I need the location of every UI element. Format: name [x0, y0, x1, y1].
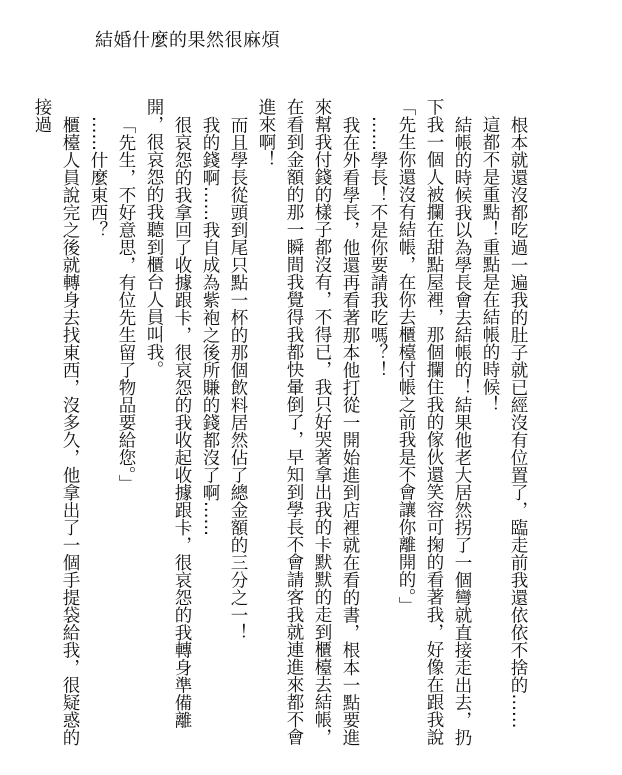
- paragraph: ……學長！不是你要請我吃嗎？！: [368, 115, 388, 378]
- paragraph: 我在外看學長，他還再看著那本他打從一開始進到店裡就在看的書，根本一點要進來幫我付錢的樣子都沒有，不得已，我只好哭著拿出我的卡默默的走到櫃檯去結帳，在看到金額的那一瞬間我覺得我都快暈倒了，早知到學長不會請客我就連進來都不會進來啊！: [256, 98, 360, 746]
- paragraph: 根本就還沒都吃過一遍我的肚子就已經沒有位置了，臨走前我還依依不捨的……: [508, 115, 528, 728]
- paragraph: 這都不是重點！重點是在結帳的時候！: [480, 98, 500, 413]
- paragraph: 很哀怨的我拿回了收據跟卡，很哀怨的我收起收據跟卡，很哀怨的我轉身準備離開，很哀怨的我聽到櫃台人員叫我。: [144, 98, 192, 728]
- paragraph: 我的錢啊……我自成為紫袍之後所賺的錢都沒了啊……: [200, 115, 220, 536]
- paragraph: 「先生，不好意思，有位先生留了物品要給您。」: [116, 115, 136, 492]
- paragraph: 櫃檯人員說完之後就轉身去找東西，沒多久，他拿出了一個手提袋給我，很疑惑的接過: [32, 98, 80, 746]
- vertical-text-body: [32, 98, 532, 746]
- paragraph: 結帳的時候我以為學長會去結帳的！結果他老大居然拐了一個彎就直接走出去，扔下我一個人被攔在甜點屋裡，那個攔住我的傢伙還笑容可掬的看著我，好像在跟我說「先生你還沒有結帳，在你去櫃檯付帳之前我是不會讓你離開的。」: [396, 98, 472, 746]
- paragraph: 而且學長從頭到尾只點一杯的那個飲料居然佔了總金額的三分之一！: [228, 115, 248, 641]
- paragraph: ……什麼東西？: [88, 115, 108, 238]
- page-header-title: 結婚什麼的果然很麻煩: [95, 30, 280, 51]
